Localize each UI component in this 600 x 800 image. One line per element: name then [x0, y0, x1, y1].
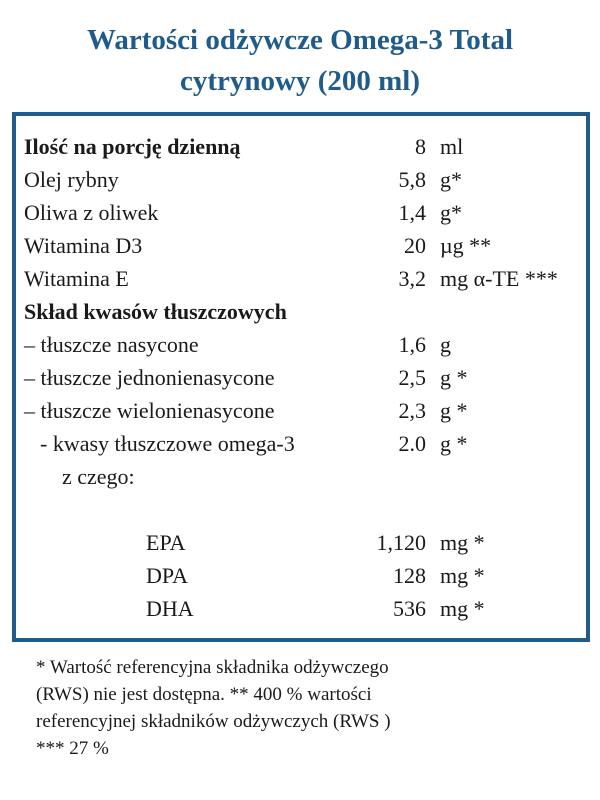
table-row [16, 394, 586, 427]
row-label: Witamina D3 [24, 233, 143, 258]
row-unit: g * [440, 398, 468, 423]
row-value: 1,6 [398, 332, 426, 357]
row-label: Witamina E [24, 266, 129, 291]
row-unit: g * [440, 431, 468, 456]
row-label: Ilość na porcję dzienną [24, 134, 241, 159]
table-row [16, 427, 586, 460]
row-value: 20 [404, 233, 426, 258]
table-row [16, 163, 586, 196]
row-label: Oliwa z oliwek [24, 200, 159, 225]
title-line-1: Wartości odżywcze Omega-3 Total [86, 24, 514, 56]
table-row [16, 328, 586, 361]
row-unit: µg ** [440, 233, 492, 258]
row-value: 3,2 [398, 266, 426, 291]
table-row [16, 526, 586, 559]
row-value: 1,4 [398, 200, 426, 225]
row-label: DHA [146, 596, 194, 621]
footnote-line: *** 27 % [36, 738, 109, 759]
row-value: 5,8 [398, 167, 426, 192]
row-value: 536 [393, 596, 426, 621]
row-unit: mg * [440, 596, 485, 621]
row-label: - kwasy tłuszczowe omega-3 [40, 431, 295, 456]
row-label: z czego: [62, 464, 135, 489]
footnote-line: referencyjnej składników odżywczych (RWS ) [36, 711, 391, 732]
row-value: 2,3 [398, 398, 426, 423]
row-unit: g * [440, 365, 468, 390]
row-value: 1,120 [376, 530, 426, 555]
table-row [16, 229, 586, 262]
row-label: DPA [146, 563, 188, 588]
row-label: – tłuszcze nasycone [24, 332, 199, 357]
table-row [16, 196, 586, 229]
row-unit: g [440, 332, 451, 357]
row-unit: g* [440, 167, 462, 192]
table-row [16, 361, 586, 394]
row-unit: mg α-TE *** [440, 266, 558, 291]
table-row [16, 130, 586, 163]
table-row [16, 460, 586, 493]
nutrition-table [12, 112, 590, 642]
row-unit: ml [440, 134, 464, 159]
row-label: – tłuszcze jednonienasycone [24, 365, 275, 390]
row-label: Olej rybny [24, 167, 119, 192]
row-unit: g* [440, 200, 462, 225]
table-row [16, 559, 586, 592]
footnote-line: * Wartość referencyjna składnika odżywczego [36, 657, 389, 678]
row-value: 2,5 [398, 365, 426, 390]
table-row [16, 592, 586, 625]
footnotes [36, 654, 576, 762]
page-title [0, 20, 600, 102]
row-value: 128 [393, 563, 426, 588]
row-value: 8 [415, 134, 426, 159]
row-label: – tłuszcze wielonienasycone [24, 398, 275, 423]
title-line-2: cytrynowy (200 ml) [179, 65, 420, 97]
footnote-line: (RWS) nie jest dostępna. ** 400 % wartości [36, 684, 372, 705]
section-heading [16, 295, 586, 328]
row-label: EPA [146, 530, 186, 555]
table-row [16, 262, 586, 295]
row-value: 2.0 [398, 431, 426, 456]
row-unit: mg * [440, 530, 485, 555]
row-unit: mg * [440, 563, 485, 588]
row-label: Skład kwasów tłuszczowych [24, 299, 287, 324]
